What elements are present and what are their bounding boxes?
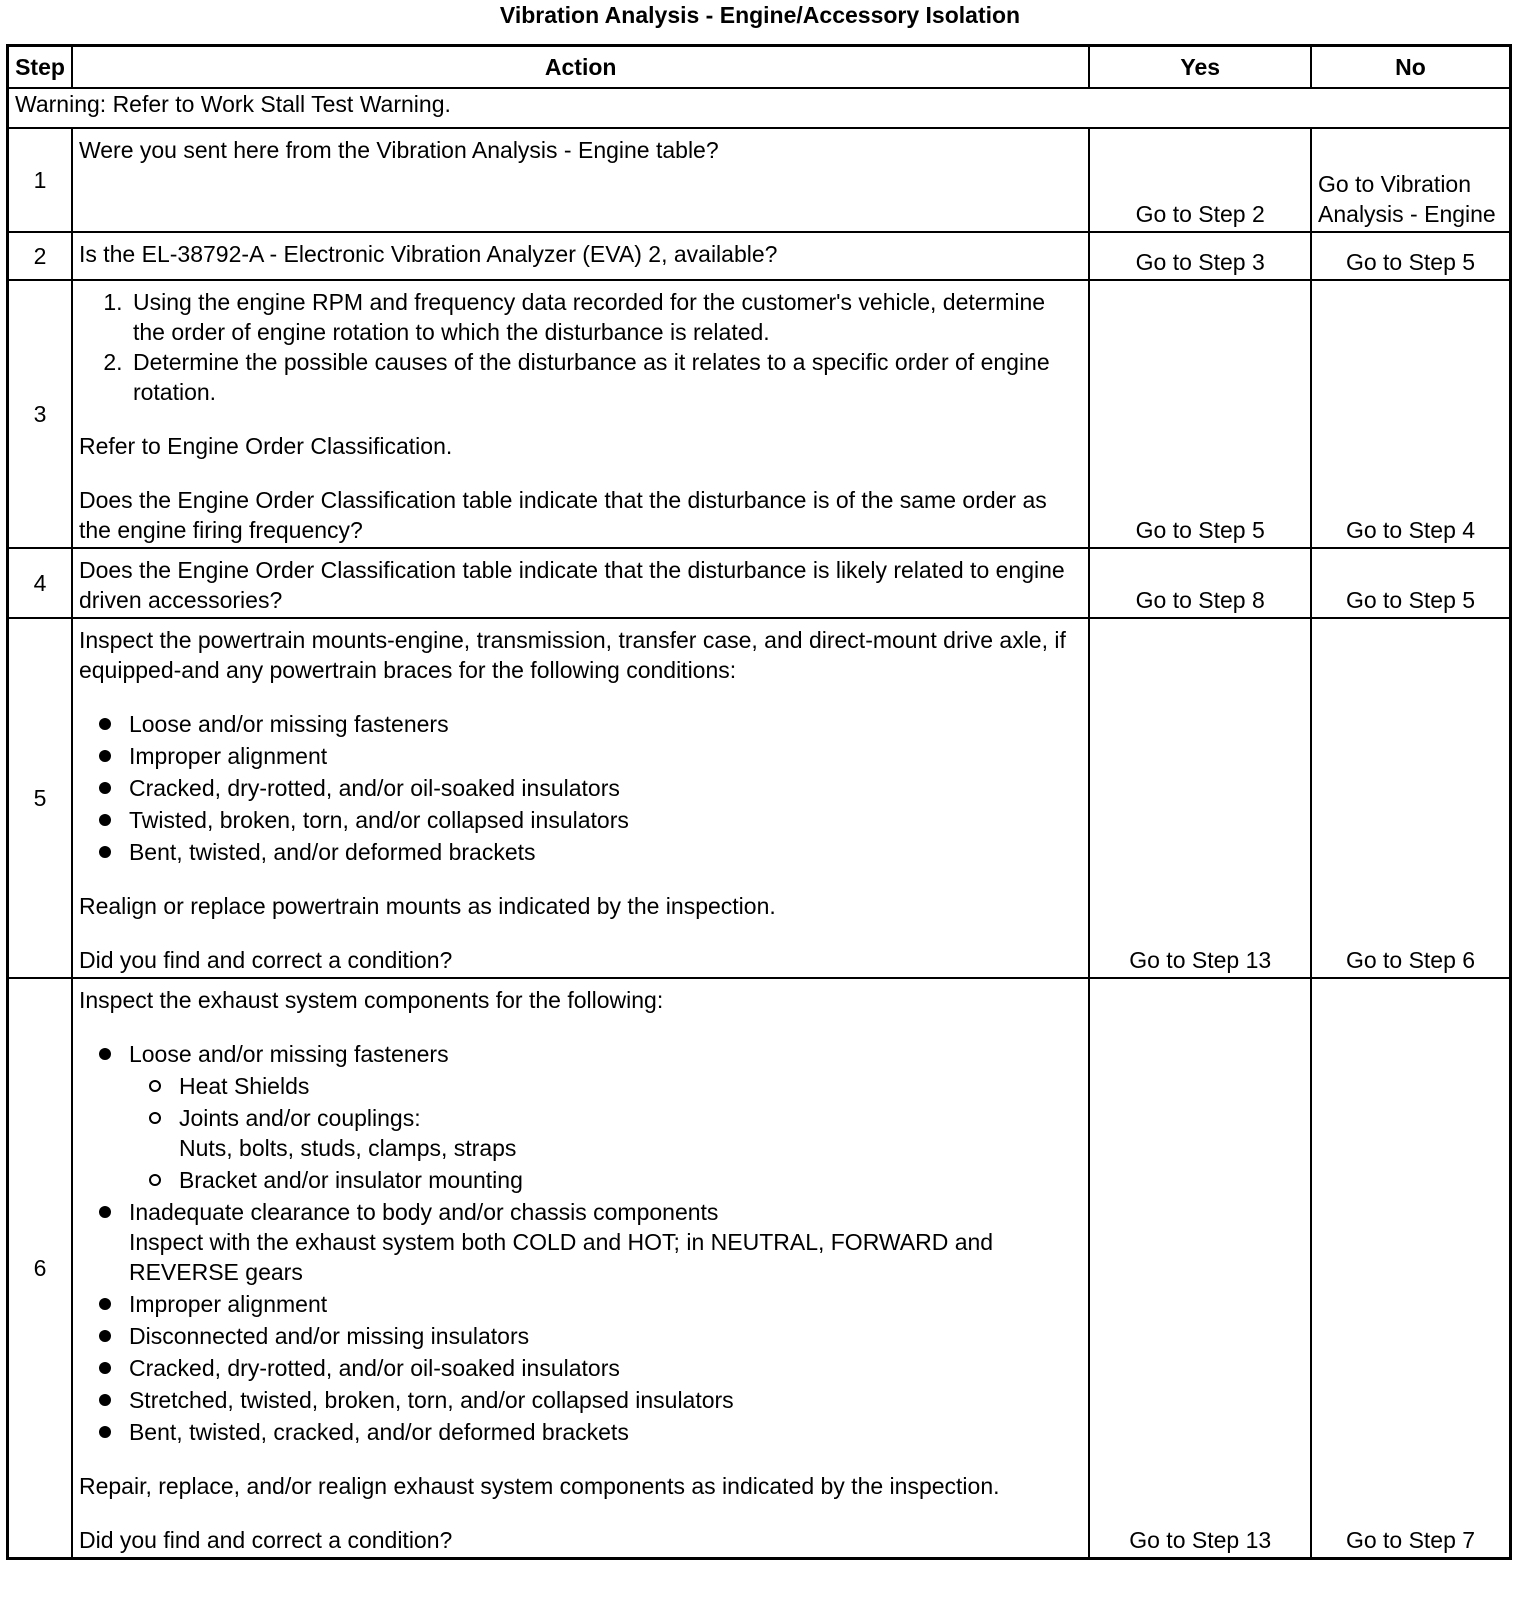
list-item: Twisted, broken, torn, and/or collapsed insulators	[79, 805, 1082, 835]
bullet-list	[79, 1039, 1082, 1447]
action-cell	[72, 232, 1089, 280]
no-link[interactable]: Go to Step 6	[1311, 618, 1510, 978]
question: Did you find and correct a condition?	[78, 947, 453, 973]
table-row	[8, 978, 1511, 1559]
bullet-icon	[99, 1048, 111, 1060]
sub-list-item: Bracket and/or insulator mounting	[129, 1165, 1082, 1195]
intro: Inspect the exhaust system components for the following:	[78, 987, 664, 1013]
bullet-list	[79, 709, 1082, 867]
no-link[interactable]: Go to Step 4	[1311, 280, 1510, 548]
bullet-icon	[99, 1394, 111, 1406]
no-link[interactable]: Go to Step 5	[1311, 232, 1510, 280]
step-number: 4	[8, 548, 72, 618]
list-item: Inadequate clearance to body and/or chassis components Inspect with the exhaust system both COLD and HOT; in NEUTRAL, FORWARD and REVERSE gears	[79, 1197, 1082, 1287]
no-link[interactable]: Go to Step 7	[1311, 978, 1510, 1559]
warning-row	[8, 88, 1511, 128]
circle-bullet-icon	[149, 1112, 161, 1124]
action-cell	[72, 128, 1089, 232]
question: Did you find and correct a condition?	[78, 1527, 453, 1553]
yes-link[interactable]: Go to Step 2	[1089, 128, 1311, 232]
question: Is the EL-38792-A - Electronic Vibration Analyzer (EVA) 2, available?	[78, 241, 778, 267]
step-number: 6	[8, 978, 72, 1559]
bullet-icon	[99, 1362, 111, 1374]
question: Were you sent here from the Vibration Analysis - Engine table?	[78, 137, 719, 163]
bullet-icon	[99, 1298, 111, 1310]
no-link[interactable]: Go to Step 5	[1311, 548, 1510, 618]
table-row	[8, 128, 1511, 232]
table-row	[8, 280, 1511, 548]
header-yes: Yes	[1089, 46, 1311, 89]
list-item: Bent, twisted, and/or deformed brackets	[79, 837, 1082, 867]
list-item: Improper alignment	[79, 1289, 1082, 1319]
yes-link[interactable]: Go to Step 8	[1089, 548, 1311, 618]
action-cell	[72, 618, 1089, 978]
yes-link[interactable]: Go to Step 3	[1089, 232, 1311, 280]
yes-link[interactable]: Go to Step 13	[1089, 978, 1311, 1559]
no-link[interactable]: Go to Vibration Analysis - Engine	[1311, 128, 1510, 232]
bullet-icon	[99, 782, 111, 794]
list-item: Loose and/or missing fasteners	[79, 709, 1082, 739]
list-item: Disconnected and/or missing insulators	[79, 1321, 1082, 1351]
diagnostic-table	[6, 44, 1512, 1560]
bullet-icon	[99, 1206, 111, 1218]
table-row	[8, 618, 1511, 978]
bullet-icon	[99, 1330, 111, 1342]
numbered-list	[79, 287, 1082, 407]
circle-bullet-icon	[149, 1174, 161, 1186]
page-title: Vibration Analysis - Engine/Accessory Isolation	[499, 2, 1021, 28]
yes-link[interactable]: Go to Step 5	[1089, 280, 1311, 548]
question: Does the Engine Order Classification table indicate that the disturbance is likely related to engine driven accessories?	[78, 557, 1065, 613]
header-no: No	[1311, 46, 1510, 89]
action-cell	[72, 978, 1089, 1559]
sub-list-item: Heat Shields	[129, 1071, 1082, 1101]
list-item: Bent, twisted, cracked, and/or deformed brackets	[79, 1417, 1082, 1447]
header-action: Action	[72, 46, 1089, 89]
note: Realign or replace powertrain mounts as indicated by the inspection.	[78, 893, 776, 919]
list-item: 1. Using the engine RPM and frequency data recorded for the customer's vehicle, determine the order of engine rotation to which the disturbance is related.	[129, 287, 1082, 347]
sub-list-item: Joints and/or couplings: Nuts, bolts, studs, clamps, straps	[129, 1103, 1082, 1163]
action-cell	[72, 280, 1089, 548]
table-row	[8, 548, 1511, 618]
bullet-icon	[99, 750, 111, 762]
step-number: 3	[8, 280, 72, 548]
intro: Inspect the powertrain mounts-engine, transmission, transfer case, and direct-mount drive axle, if equipped-and any powertrain braces for the following conditions:	[78, 627, 1066, 683]
warning-text: Warning: Refer to Work Stall Test Warning.	[8, 88, 1511, 128]
list-item: Improper alignment	[79, 741, 1082, 771]
bullet-icon	[99, 718, 111, 730]
list-item: Stretched, twisted, broken, torn, and/or collapsed insulators	[79, 1385, 1082, 1415]
question: Does the Engine Order Classification table indicate that the disturbance is of the same order as the engine firing frequency?	[78, 487, 1047, 543]
list-item: Loose and/or missing fasteners Heat Shields Joints and/or couplings: Nuts, bolts, studs, clamps, straps Bracket and/or insulator mounting	[79, 1039, 1082, 1195]
note: Repair, replace, and/or realign exhaust system components as indicated by the inspection.	[78, 1473, 1000, 1499]
step-number: 1	[8, 128, 72, 232]
list-item: Cracked, dry-rotted, and/or oil-soaked insulators	[79, 1353, 1082, 1383]
header-step: Step	[8, 46, 72, 89]
list-item: Cracked, dry-rotted, and/or oil-soaked insulators	[79, 773, 1082, 803]
step-number: 5	[8, 618, 72, 978]
header-row	[8, 46, 1511, 89]
step-number: 2	[8, 232, 72, 280]
bullet-icon	[99, 1426, 111, 1438]
bullet-icon	[99, 814, 111, 826]
yes-link[interactable]: Go to Step 13	[1089, 618, 1311, 978]
circle-bullet-icon	[149, 1080, 161, 1092]
list-item: 2. Determine the possible causes of the disturbance as it relates to a specific order of engine rotation.	[129, 347, 1082, 407]
action-cell	[72, 548, 1089, 618]
bullet-icon	[99, 846, 111, 858]
sub-list	[129, 1071, 1082, 1195]
note: Refer to Engine Order Classification.	[78, 433, 453, 459]
table-row	[8, 232, 1511, 280]
